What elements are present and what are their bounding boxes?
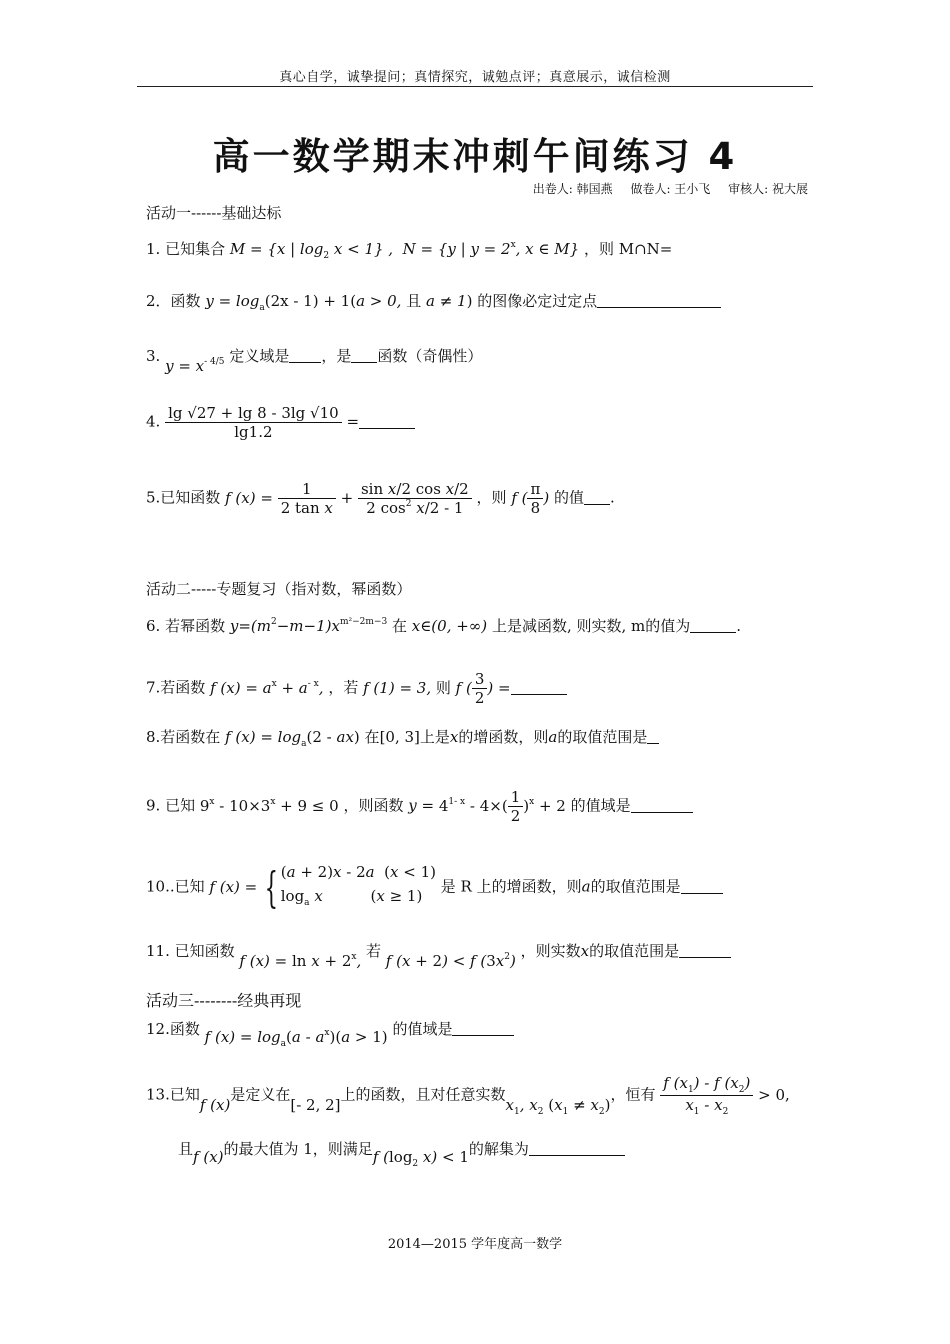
q9-condition: $9^x - 10\times 3^x + 9 \le 0$ <box>199 796 339 815</box>
maker-name: 做卷人: 王小飞 <box>630 182 711 196</box>
question-11 <box>146 940 731 970</box>
q5-text: ，则 <box>476 488 507 507</box>
q10-answer-blank[interactable] <box>681 879 723 894</box>
q6-prompt: 6. 若幂函数 <box>146 617 226 635</box>
q11-prompt: 11. 已知函数 <box>146 942 235 960</box>
q8-var-x: x <box>449 728 459 746</box>
q7-condition: f (1) = 3, 则 f ( $\frac{3}{2}$ ) = <box>363 670 511 707</box>
header-motto: 真心自学，诚挚提问；真情探究，诚勉点评；真意展示，诚信检测 <box>279 70 671 85</box>
q2-formula: $y = \log_a(2x - 1) + 1(a > 0$, 且 a ≠ 1) <box>205 292 473 313</box>
q7-prompt: 7.若函数 <box>146 678 206 697</box>
q13-inequality: $\frac{f (x_1) - f (x_2)}{x_1 - x_2}$ > 0 <box>660 1086 785 1104</box>
q4-prompt: 4. <box>146 412 161 431</box>
q3-answer-blank-2[interactable] <box>351 348 377 363</box>
q8-text-3: 的增函数，则 <box>458 728 549 746</box>
reviewer-name: 审核人: 祝大展 <box>728 182 808 196</box>
authors-line <box>519 180 808 197</box>
q5-ask: 的值 <box>553 488 584 507</box>
q7-answer-blank[interactable] <box>511 680 567 695</box>
page-footer: 2014—2015 学年度高一数学 <box>387 1237 563 1252</box>
q8-formula: f $(x) = \log_a(2 - ax)$ <box>225 728 360 749</box>
q9-formula: $y = 4^{1- x} - 4\times$( $\frac{1}{2}$ )$^x$ + 2 <box>408 788 566 825</box>
q12-ask: 的值域是 <box>392 1020 453 1038</box>
question-1 <box>146 238 672 261</box>
q8-interval: [0, 3] <box>379 728 420 746</box>
question-8 <box>146 726 659 749</box>
q13b-ask: 的解集为 <box>468 1140 529 1158</box>
question-6: 6. 若幂函数 $y=(m^2-m-1)x^{m^2-2m-3}$ 在 x∈(0, +∞) 上是减函数, 则实数, m的值为 . <box>146 617 742 635</box>
q9-text: ，则函数 <box>343 796 404 815</box>
q10-text: 是 R 上的增函数，则 <box>440 877 582 896</box>
q10-ask: 的取值范围是 <box>590 877 681 896</box>
header-rule <box>137 86 813 87</box>
q7-formula: f $(x) = a^x + a^{- x}$, <box>210 678 324 697</box>
question-3 <box>146 345 483 375</box>
q12-answer-blank[interactable] <box>452 1021 514 1036</box>
q3-text-2: ，是 <box>321 347 352 365</box>
question-7 <box>146 670 567 707</box>
q6-ask: 上是减函数, 则实数, m的值为 <box>491 617 691 635</box>
q11-condition: f (x + 2) < f $(3x^2)$ <box>385 952 516 970</box>
q5-formula: f (x) = $\frac{1}{\text{2 tan x}}$ + $\frac{\text{sin x/2 cos x/2}}{2 \cos^2 x/2 - 1}$ <box>225 489 476 507</box>
q3-text-3: 函数（奇偶性） <box>377 347 483 365</box>
section-1-heading: 活动一------基础达标 <box>146 204 282 222</box>
q13-text-2: 上的函数，且对任意实数 <box>340 1085 506 1104</box>
q11-answer-blank[interactable] <box>679 943 731 958</box>
q3-answer-blank-1[interactable] <box>289 348 321 363</box>
q3-text-1: 定义域是 <box>229 347 290 365</box>
question-13: 13.已知f (x)是定义在[- 2, 2]上的函数，且对任意实数$x_1$, $x_2$ $(x_1 \ne x_2)$，恒有 $\frac{f (x_1) - f (x_2)}{x_1 - x_2}$ > 0, <box>146 1074 790 1117</box>
q10-formula: f (x) = { (a + 2)x - 2a (x < 1) $\log_a x$ (x ≥ 1) <box>209 863 436 912</box>
q1-ask: ，则 M∩N= <box>583 240 673 258</box>
page-title: 高一数学期末冲刺午间练习 4 <box>212 135 738 178</box>
question-13-continued <box>178 1138 625 1169</box>
q13b-prompt: 且 <box>178 1140 194 1158</box>
question-12 <box>146 1018 514 1049</box>
question-9 <box>146 788 693 825</box>
q8-ask: 的取值范围是 <box>557 728 648 746</box>
q3-prompt: 3. <box>146 347 161 365</box>
q5-answer-blank[interactable] <box>584 490 610 505</box>
q11-ask: 的取值范围是 <box>589 942 680 960</box>
q2-ask: 的图像必定过定点 <box>477 292 598 310</box>
q4-fraction: $\frac{\lg √27 + \lg 8 - 3\lg √10}{\lg 1.2}$ <box>165 404 342 441</box>
q13-prompt: 13.已知 <box>146 1085 200 1104</box>
q12-formula: f $(x) = \log_a(a - a^x)(a > 1)$ <box>204 1028 388 1049</box>
q13-text-1: 是定义在 <box>230 1085 291 1104</box>
q13-answer-blank[interactable] <box>529 1141 625 1156</box>
q11-formula: f $(x) = \ln x + 2^x$, <box>239 952 362 970</box>
q13-vars: $x_1$, $x_2$ $(x_1 \ne x_2)$ <box>505 1095 611 1117</box>
q10-var-a: a <box>581 877 591 896</box>
q3-formula: $y = x^{- 4/5}$ <box>165 357 225 375</box>
q5-eval: f ( $\frac{\pi}{8}$ ) <box>511 480 550 517</box>
q2-prompt: 2．函数 <box>146 292 201 310</box>
q8-text-2: 上是 <box>419 728 450 746</box>
q1-formula: M = {x | $\log_2 x < 1$} , N = {y | $y = 2^x$, x ∈ M} <box>229 240 580 261</box>
question-10 <box>146 860 723 915</box>
section-3-heading: 活动三--------经典再现 <box>146 991 302 1010</box>
q8-var-a: a <box>548 728 558 746</box>
q2-answer-blank[interactable] <box>597 293 721 308</box>
section-2-heading: 活动二-----专题复习（指对数，幂函数） <box>146 580 412 598</box>
q13b-text: 的最大值为 1，则满足 <box>223 1140 373 1158</box>
q11-text-1: 若 <box>366 942 382 960</box>
q9-answer-blank[interactable] <box>631 798 693 813</box>
q4-answer-blank[interactable] <box>359 414 415 429</box>
q8-text-1: 在 <box>364 728 380 746</box>
q13-fx: f (x) <box>199 1095 231 1114</box>
q13b-condition: f ($\log_2$ x) < 1 <box>372 1148 469 1169</box>
q1-prompt: 1. 已知集合 <box>146 240 226 258</box>
q13-interval: [- 2, 2] <box>290 1095 341 1114</box>
q13b-fx: f (x) <box>193 1148 224 1166</box>
author-name: 出卷人: 韩国燕 <box>532 182 613 196</box>
q11-var-x: x <box>580 942 590 960</box>
q12-prompt: 12.函数 <box>146 1020 200 1038</box>
q11-text-2: ，则实数 <box>520 942 581 960</box>
q6-answer-blank[interactable] <box>690 618 736 633</box>
q5-prompt: 5.已知函数 <box>146 488 221 507</box>
question-5: 5.已知函数 f (x) = $\frac{1}{\text{2 tan x}}$ + $\frac{\text{sin x/2 cos x/2}}{2 \cos^2 x/2 - 1}$ ，则 f ( $\frac{\pi}{8}$ ) 的值 . <box>146 480 615 517</box>
q6-formula: $y=(m^2-m-1)x^{m^2-2m-3}$ 在 x∈(0, +∞) <box>229 617 488 635</box>
question-2 <box>146 290 721 313</box>
q9-prompt: 9. 已知 <box>146 796 196 815</box>
q13-text-3: ，恒有 <box>610 1085 656 1104</box>
q10-prompt: 10..已知 <box>146 877 205 896</box>
q7-text: ，若 <box>328 678 359 697</box>
q8-prompt: 8.若函数在 <box>146 728 221 746</box>
q9-ask: 的值域是 <box>570 796 631 815</box>
q8-answer-blank[interactable] <box>647 729 659 744</box>
question-4: 4. $\frac{\lg √27 + \lg 8 - 3\lg √10}{\lg 1.2}$ = <box>146 404 415 441</box>
